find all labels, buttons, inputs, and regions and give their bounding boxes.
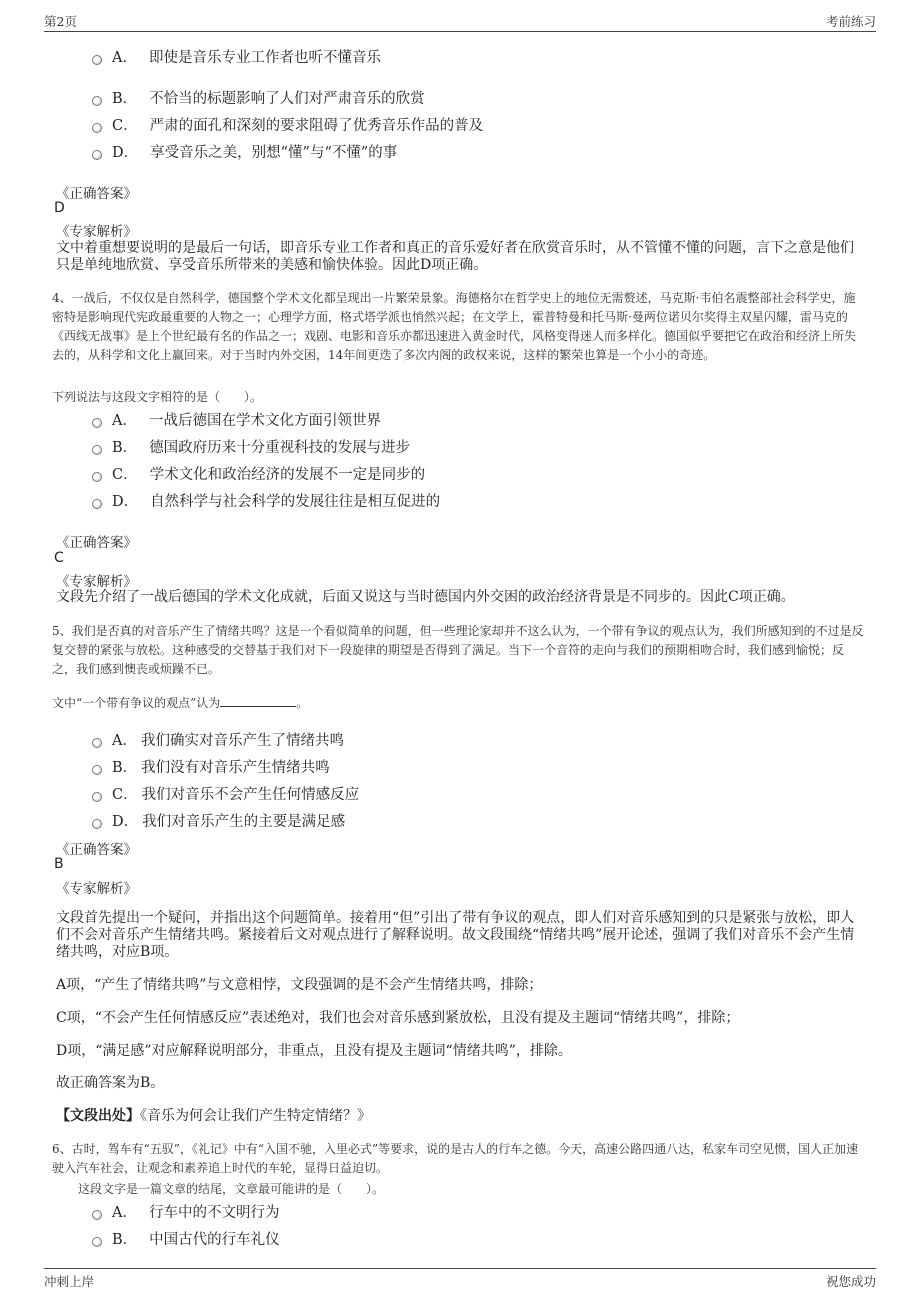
radio-icon[interactable]	[92, 738, 102, 748]
correct-answer-label: 《正确答案》	[56, 535, 137, 551]
radio-icon[interactable]	[92, 150, 102, 160]
q5-stem: 5、我们是否真的对音乐产生了情绪共鸣？这是一个看似简单的问题，但一些理论家却并不这么认为，一个带有争议的观点认为，我们所感知到的不过是反复交替的紧张与放松。这种感受的交替基于我们对下一段旋律的期望是否得到了满足。当下一个音符的走向与我们的预期相吻合时，我们感到愉悦；反之，我们感到懊丧或烦躁不已。	[52, 624, 864, 676]
radio-icon[interactable]	[92, 499, 102, 509]
q3-answer: D	[54, 200, 65, 216]
radio-icon[interactable]	[92, 792, 102, 802]
q4-answer: C	[54, 550, 64, 566]
expert-analysis-label: 《专家解析》	[56, 881, 137, 897]
q3-option-c[interactable]: C． 严肃的面孔和深刻的要求阻碍了优秀音乐作品的普及	[92, 114, 483, 135]
q5-source	[56, 1108, 866, 1125]
footer-right-text: 祝您成功	[825, 1274, 876, 1289]
q4-analysis: 文段先介绍了一战后德国的学术文化成就，后面又说这与当时德国内外交困的政治经济背景是不同步的。因此C项正确。	[56, 589, 795, 605]
q5-answer: B	[54, 856, 64, 872]
radio-icon[interactable]	[92, 123, 102, 133]
q5-analysis-option-c: C项，“不会产生任何情感反应”表述绝对，我们也会对音乐感到紧放松，且没有提及主题词“情绪共鸣”，排除；	[56, 1010, 740, 1026]
source-title: 《音乐为何会让我们产生特定情绪？》	[140, 1108, 371, 1124]
header-divider	[44, 31, 876, 32]
q6-option-a[interactable]: A． 行车中的不文明行为	[92, 1201, 279, 1222]
radio-icon[interactable]	[92, 1237, 102, 1247]
q5-analysis-main: 文段首先提出一个疑问，并指出这个问题简单。接着用“但”引出了带有争议的观点，即人们对音乐感知到的只是紧张与放松，即人们不会对音乐产生情绪共鸣。紧接着后文对观点进行了解释说明。故文段围绕“情绪共鸣”展开论述，强调了我们对音乐不会产生情绪共鸣，对应B项。	[56, 910, 855, 960]
q4-option-c[interactable]: C． 学术文化和政治经济的发展不一定是同步的	[92, 463, 425, 484]
q5-option-a[interactable]: A． 我们确实对音乐产生了情绪共鸣	[92, 729, 344, 750]
radio-icon[interactable]	[92, 819, 102, 829]
page-number: 第2页	[44, 14, 77, 29]
q5-option-b[interactable]: B． 我们没有对音乐产生情绪共鸣	[92, 756, 330, 777]
q3-option-d[interactable]: D． 享受音乐之美，别想“懂”与“不懂”的事	[92, 141, 397, 162]
expert-analysis-label: 《专家解析》	[56, 224, 137, 240]
radio-icon[interactable]	[92, 418, 102, 428]
q3-option-a[interactable]: A． 即使是音乐专业工作者也听不懂音乐	[92, 46, 381, 67]
q4-option-a[interactable]: A． 一战后德国在学术文化方面引领世界	[92, 409, 381, 430]
radio-icon[interactable]	[92, 472, 102, 482]
q5-analysis-option-d: D项，“满足感”对应解释说明部分，非重点，且没有提及主题词“情绪共鸣”，排除。	[56, 1043, 572, 1059]
correct-answer-label: 《正确答案》	[56, 186, 137, 202]
correct-answer-label: 《正确答案》	[56, 842, 137, 858]
q3-analysis: 文中着重想要说明的是最后一句话，即音乐专业工作者和真正的音乐爱好者在欣赏音乐时，从不管懂不懂的问题，言下之意是他们只是单纯地欣赏、享受音乐所带来的美感和愉快体验。因此D项正确。	[56, 240, 854, 273]
footer-divider	[44, 1268, 876, 1269]
q6-stem: 6、古时，驾车有“五驭”，《礼记》中有“入国不驰，入里必式”等要求，说的是古人的行车之德。今天，高速公路四通八达，私家车司空见惯，国人正加速驶入汽车社会，让观念和素养追上时代的车轮，显得日益迫切。	[52, 1142, 859, 1175]
radio-icon[interactable]	[92, 55, 102, 65]
q5-analysis-option-a: A项，“产生了情绪共鸣”与文意相悖，文段强调的是不会产生情绪共鸣，排除；	[56, 977, 543, 993]
q4-prompt: 下列说法与这段文字相符的是（ ）。	[52, 390, 263, 404]
source-label: 【文段出处】	[56, 1108, 140, 1124]
radio-icon[interactable]	[92, 1210, 102, 1220]
q4-option-b[interactable]: B． 德国政府历来十分重视科技的发展与进步	[92, 436, 410, 457]
q6-prompt: 这段文字是一篇文章的结尾，文章最可能讲的是（ ）。	[78, 1182, 385, 1196]
expert-analysis-label: 《专家解析》	[56, 574, 137, 590]
footer-left-text: 冲刺上岸	[44, 1274, 95, 1289]
radio-icon[interactable]	[92, 765, 102, 775]
q5-conclusion: 故正确答案为B。	[56, 1075, 165, 1091]
q4-option-d[interactable]: D． 自然科学与社会科学的发展往往是相互促进的	[92, 490, 440, 511]
q5-option-d[interactable]: D． 我们对音乐产生的主要是满足感	[92, 810, 345, 831]
q3-option-b[interactable]: B． 不恰当的标题影响了人们对严肃音乐的欣赏	[92, 87, 425, 108]
q5-prompt: 文中“一个带有争议的观点”认为 。	[52, 696, 309, 710]
q4-stem: 4、一战后，不仅仅是自然科学，德国整个学术文化都呈现出一片繁荣景象。海德格尔在哲学史上的地位无需赘述，马克斯·韦伯名震整部社会科学史，施密特是影响现代宪政最重要的人物之一；心理学方面，格式塔学派也悄然兴起；在文学上，霍普特曼和托马斯·曼两位诺贝尔奖得主双星闪耀，雷马克的《西线无战事》是上个世纪最有名的作品之一；戏剧、电影和音乐亦都迅速进入黄金时代，风格变得迷人而多样化。德国似乎要把它在政治和经济上所失去的，从科学和文化上赢回来。对于当时内外交困，14年间更迭了多次内阁的政权来说，这样的繁荣也算是一个小小的奇迹。	[52, 291, 857, 362]
q6-option-b[interactable]: B． 中国古代的行车礼仪	[92, 1228, 280, 1249]
page-footer	[44, 1272, 876, 1290]
answer-blank	[220, 694, 296, 707]
q5-option-c[interactable]: C． 我们对音乐不会产生任何情感反应	[92, 783, 359, 804]
header-title: 考前练习	[825, 14, 876, 29]
radio-icon[interactable]	[92, 96, 102, 106]
page-header	[44, 12, 876, 30]
radio-icon[interactable]	[92, 445, 102, 455]
